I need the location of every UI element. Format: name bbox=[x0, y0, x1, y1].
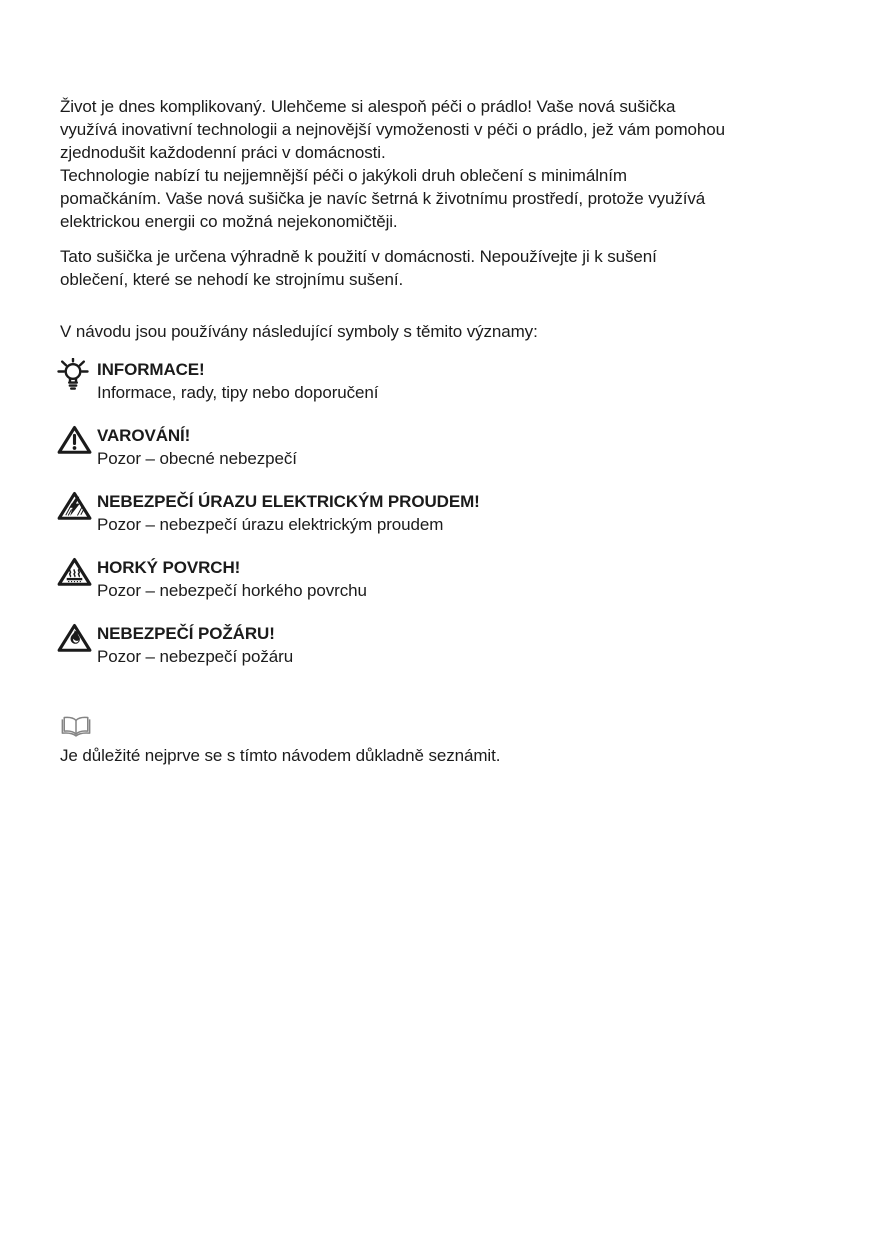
symbol-item-warning bbox=[57, 424, 826, 470]
symbol-text bbox=[97, 556, 367, 602]
symbol-text bbox=[97, 358, 378, 404]
symbol-text bbox=[97, 490, 480, 536]
symbol-title: INFORMACE! bbox=[97, 360, 205, 379]
fire-hazard-triangle-icon bbox=[57, 622, 97, 654]
paragraph-line: využívá inovativní technologii a nejnovější vymoženosti v péči o prádlo, jež vám pomohou bbox=[60, 120, 725, 139]
idea-lightbulb-icon bbox=[57, 358, 97, 394]
warning-triangle-icon bbox=[57, 424, 97, 456]
symbol-description: Informace, rady, tipy nebo doporučení bbox=[97, 383, 379, 402]
open-book-icon bbox=[60, 712, 826, 740]
symbol-text bbox=[97, 622, 293, 668]
paragraph-line: Technologie nabízí tu nejjemnější péči o jakýkoli druh oblečení s minimálním bbox=[60, 166, 627, 185]
intro-paragraph-1 bbox=[60, 95, 826, 233]
hot-surface-triangle-icon bbox=[57, 556, 97, 588]
symbol-item-fire-hazard bbox=[57, 622, 826, 668]
paragraph-line: zjednodušit každodenní práci v domácnosti. bbox=[60, 143, 386, 162]
usage-paragraph bbox=[60, 245, 826, 291]
symbol-text bbox=[97, 424, 297, 470]
symbol-title: NEBEZPEČÍ POŽÁRU! bbox=[97, 624, 275, 643]
paragraph-line: pomačkáním. Vaše nová sušička je navíc šetrná k životnímu prostředí, protože využívá bbox=[60, 189, 706, 208]
symbol-item-information bbox=[57, 358, 826, 404]
symbol-item-hot-surface bbox=[57, 556, 826, 602]
symbol-title: HORKÝ POVRCH! bbox=[97, 558, 241, 577]
electric-shock-triangle-icon bbox=[57, 490, 97, 522]
symbol-description: Pozor – nebezpečí úrazu elektrickým proudem bbox=[97, 515, 444, 534]
symbol-title: NEBEZPEČÍ ÚRAZU ELEKTRICKÝM PROUDEM! bbox=[97, 492, 480, 511]
paragraph-line: oblečení, které se nehodí ke strojnímu sušení. bbox=[60, 270, 404, 289]
symbol-description: Pozor – obecné nebezpečí bbox=[97, 449, 297, 468]
symbols-intro: V návodu jsou používány následující symboly s těmito významy: bbox=[60, 322, 538, 341]
symbol-legend bbox=[57, 358, 826, 668]
paragraph-line: Tato sušička je určena výhradně k použití v domácnosti. Nepoužívejte ji k sušení bbox=[60, 247, 657, 266]
read-manual-text: Je důležité nejprve se s tímto návodem důkladně seznámit. bbox=[60, 746, 501, 765]
read-manual-note bbox=[60, 712, 826, 767]
paragraph-line: elektrickou energii co možná nejekonomičtěji. bbox=[60, 212, 398, 231]
symbol-description: Pozor – nebezpečí požáru bbox=[97, 647, 294, 666]
symbol-item-electric-shock bbox=[57, 490, 826, 536]
symbol-title: VAROVÁNÍ! bbox=[97, 426, 191, 445]
symbol-description: Pozor – nebezpečí horkého povrchu bbox=[97, 581, 367, 600]
paragraph-line: Život je dnes komplikovaný. Ulehčeme si alespoň péči o prádlo! Vaše nová sušička bbox=[60, 97, 676, 116]
